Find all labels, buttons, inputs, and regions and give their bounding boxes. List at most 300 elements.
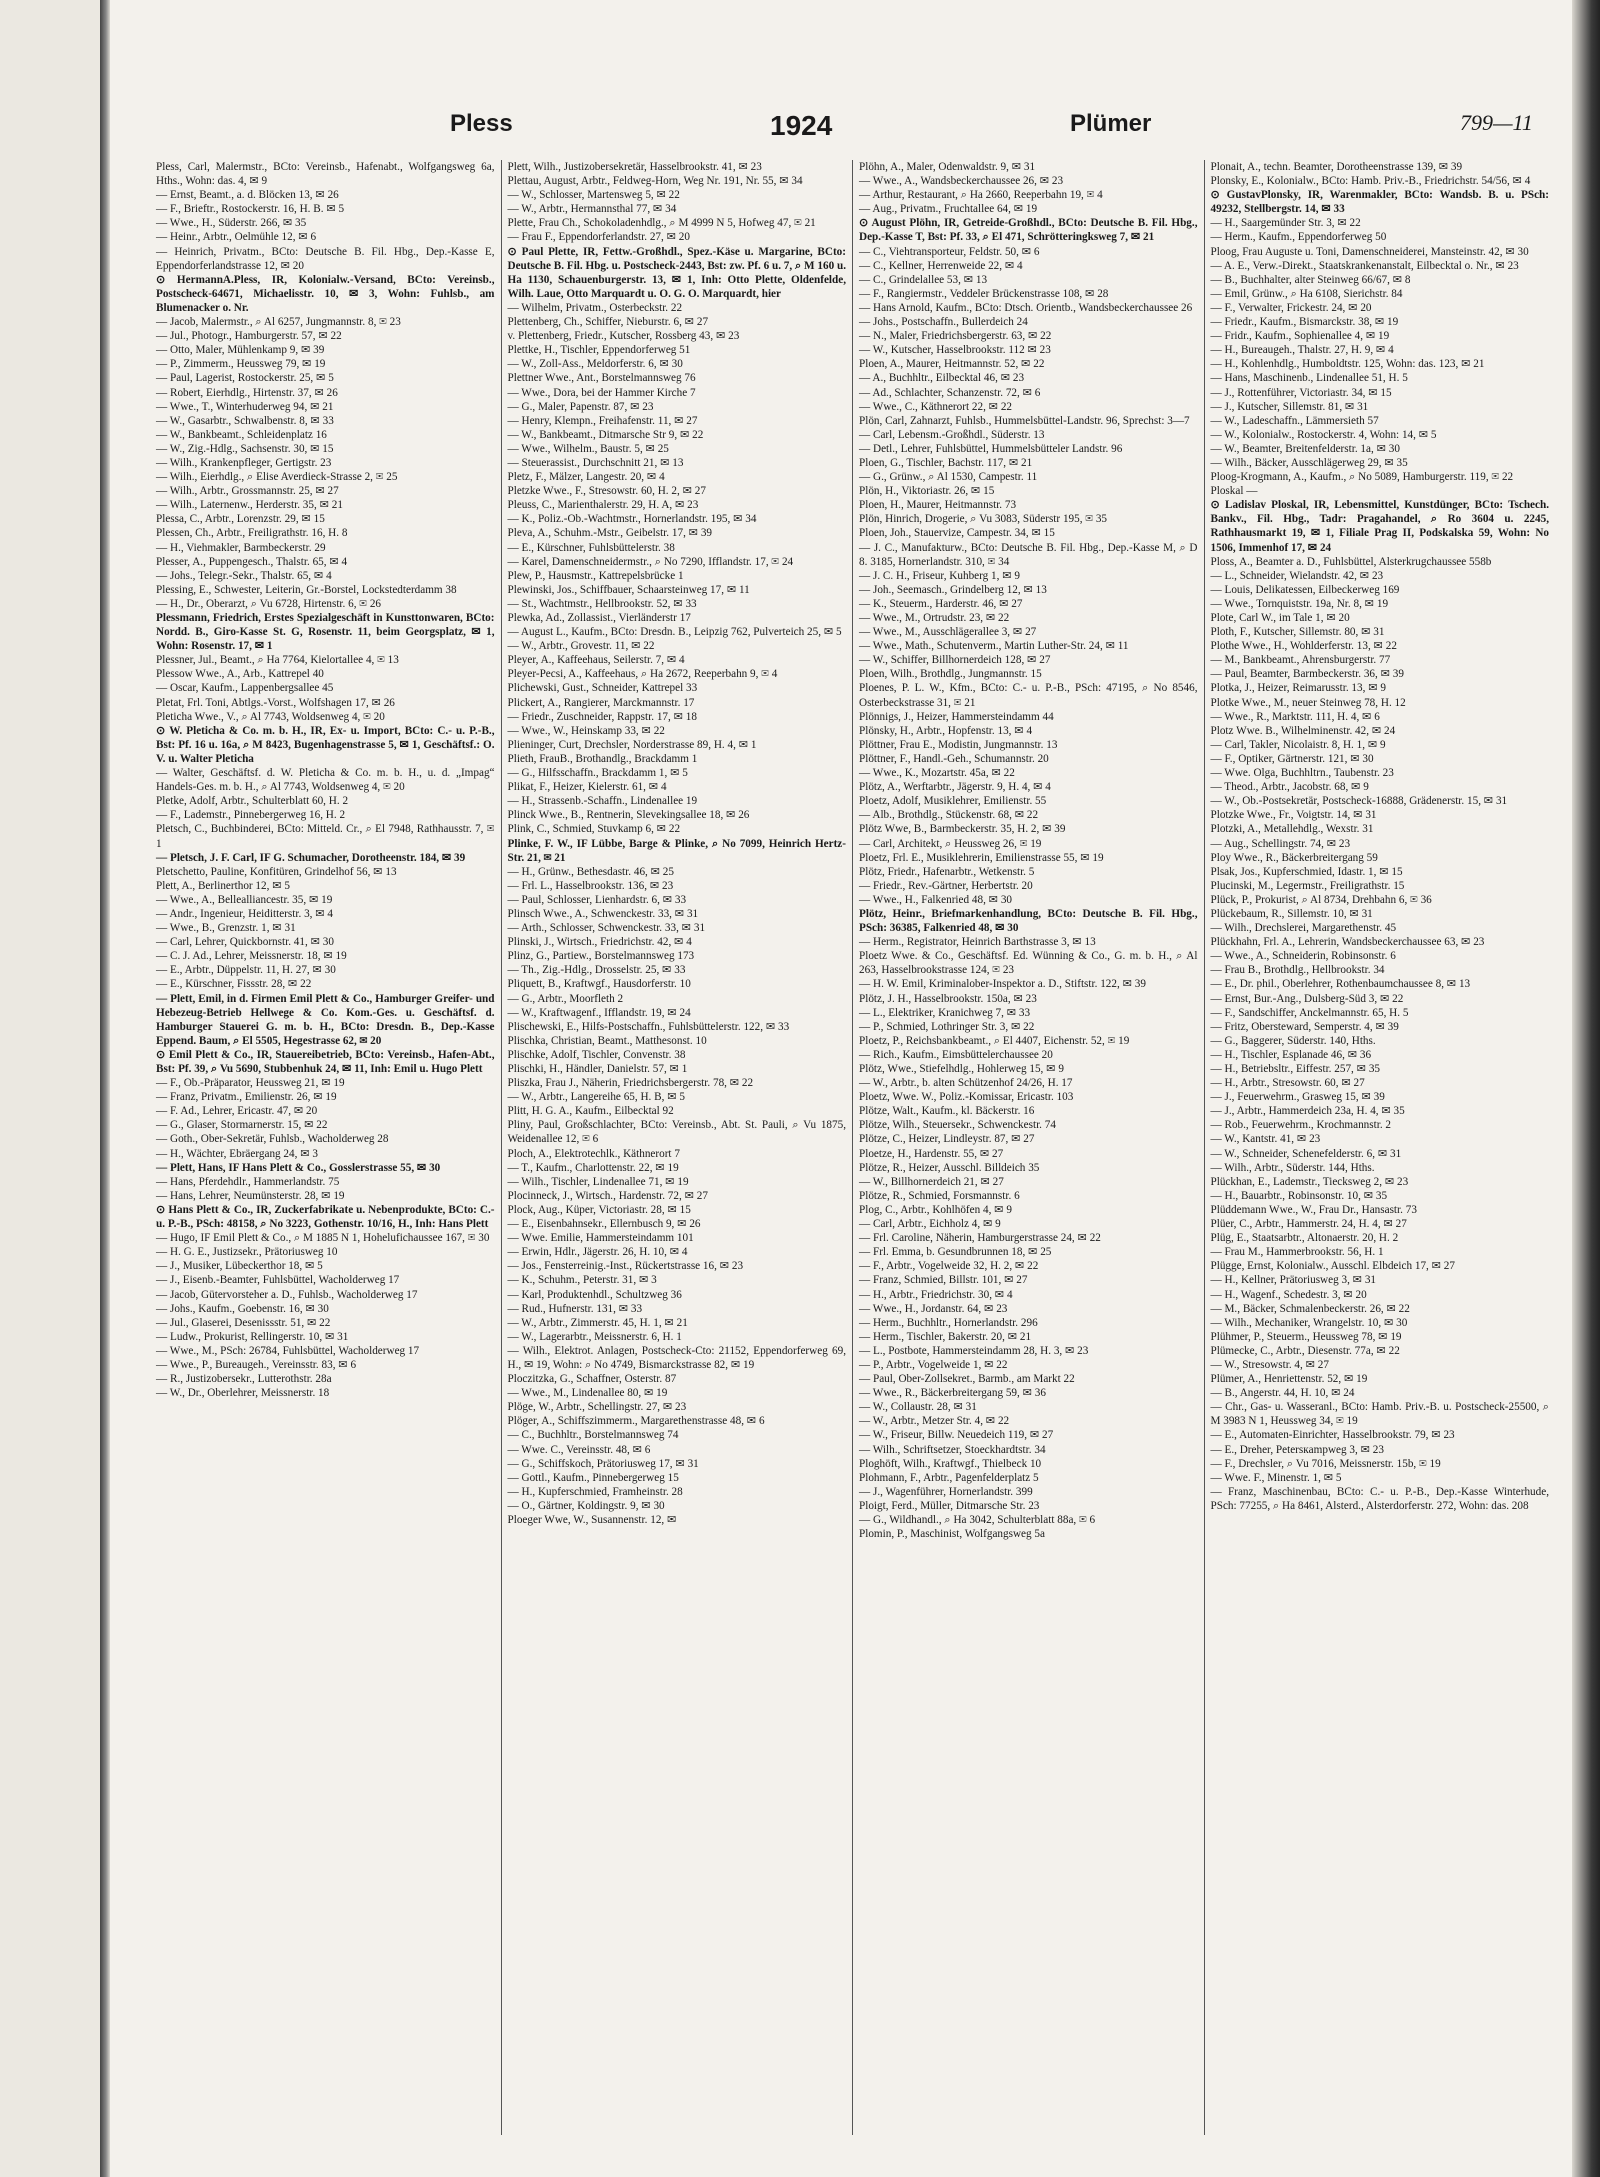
directory-entry: — Wwe., H., Jordanstr. 64, ✉ 23: [859, 1302, 1008, 1315]
directory-entry: Pleyer, A., Kaffeehaus, Seilerstr. 7, ✉ 4: [507, 654, 685, 667]
directory-entry: — Wilh., Schriftsetzer, Stoeckhardtstr. 34: [859, 1443, 1046, 1456]
directory-entry: Plümecke, C., Arbtr., Diesenstr. 77a, ✉ 22: [1210, 1344, 1400, 1357]
directory-entry: — Wilh., Laternenw., Herderstr. 35, ✉ 21: [156, 499, 343, 512]
directory-entry: Plinz, G., Partiew., Borstelmannsweg 173: [507, 950, 695, 963]
directory-entry: — E., Dreher, Petersкampweg 3, ✉ 23: [1210, 1443, 1384, 1456]
directory-entry: Pleva, A., Schuhm.-Mstr., Geibelstr. 17, ✉ 39: [507, 527, 713, 540]
directory-entry: — Ad., Schlachter, Schanzenstr. 72, ✉ 6: [859, 386, 1041, 399]
directory-entry: — J., Wagenführer, Hornerlandstr. 399: [859, 1485, 1033, 1498]
directory-entry: ⊙ Emil Plett & Co., IR, Stauereibetrieb, BCto: Vereinsb., Hafen-Abt., Bst: Pf. 39, ⌕ Vu 5690, Stubbenhuk 24, ✉ 11, Inh: Emil u. Hugo Plett: [156, 1048, 495, 1075]
directory-entry: Plessing, E., Schwester, Leiterin, Gr.-Borstel, Lockstedterdamm 38: [156, 583, 457, 596]
directory-entry: Plück, P., Prokurist, ⌕ Al 8734, Drehbahn 6, ✉ 36: [1210, 893, 1432, 906]
directory-entry: — A., Buchhltr., Eilbecktal 46, ✉ 23: [859, 372, 1025, 385]
directory-entry: — Arth., Schlosser, Schwenckestr. 33, ✉ 31: [507, 922, 706, 935]
directory-entry: Plohmann, F., Arbtr., Pagenfelderplatz 5: [859, 1471, 1039, 1484]
directory-entry: — Wilh., Eierhdlg., ⌕ Elise Averdieck-Strasse 2, ✉ 25: [156, 471, 398, 484]
directory-entry: — W., Lagerarbtr., Meissnerstr. 6, H. 1: [507, 1330, 682, 1343]
directory-entry: — Oscar, Kaufm., Lappenbergsallee 45: [156, 682, 334, 695]
directory-entry: — Johs., Telegr.-Sekr., Thalstr. 65, ✉ 4: [156, 569, 332, 582]
directory-entry: Plinsch Wwe., A., Schwenckestr. 33, ✉ 31: [507, 907, 699, 920]
directory-entry: — F., Optiker, Gärtnerstr. 121, ✉ 30: [1210, 752, 1374, 765]
directory-entry: — Wwe., M., PSch: 26784, Fuhlsbüttel, Wacholderweg 17: [156, 1344, 420, 1357]
directory-entry: — J., Kutscher, Sillemstr. 81, ✉ 31: [1210, 400, 1369, 413]
directory-entry: — H., Viehmakler, Barmbeckerstr. 29: [156, 541, 326, 554]
directory-entry: Pleyer-Pecsi, A., Kaffeehaus, ⌕ Ha 2672, Reeperbahn 9, ✉ 4: [507, 668, 778, 681]
directory-entry: — A. E., Verw.-Direkt., Staatskrankenanstalt, Eilbecktal o. Nr., ✉ 23: [1210, 259, 1519, 272]
directory-entry: — F., Brieftr., Rostockerstr. 16, H. B. ✉ 5: [156, 203, 345, 216]
directory-entry: — K., Schuhm., Peterstr. 31, ✉ 3: [507, 1274, 657, 1287]
directory-entry: — W., Arbtr., b. alten Schützenhof 24/26, H. 17: [859, 1077, 1073, 1090]
directory-entry: — W., Arbtr., Hermannsthal 77, ✉ 34: [507, 203, 677, 216]
directory-entry: — Wilh., Bäcker, Ausschlägerweg 29, ✉ 35: [1210, 456, 1408, 469]
directory-entry: Ploetze, H., Hardenstr. 55, ✉ 27: [859, 1147, 1004, 1160]
directory-entry: Ploskal —: [1210, 485, 1258, 498]
directory-entry: Plinski, J., Wirtsch., Friedrichstr. 42, ✉ 4: [507, 936, 692, 949]
directory-entry: Plonsky, E., Kolonialw., BCto: Hamb. Priv.-B., Friedrichstr. 54/56, ✉ 4: [1210, 175, 1531, 188]
directory-entry: — G., Baggerer, Süderstr. 140, Hths.: [1210, 1034, 1376, 1047]
directory-entry: Pletke, Adolf, Arbtr., Schulterblatt 60, H. 2: [156, 795, 349, 808]
directory-entry: Plett, Wilh., Justizobersekretär, Hasselbrookstr. 41, ✉ 23: [507, 161, 762, 173]
directory-entry: — Aug., Privatm., Fruchtallee 64, ✉ 19: [859, 203, 1038, 216]
directory-entry: — R., Justizobersekr., Lutterothstr. 28a: [156, 1373, 332, 1386]
directory-entry: Plinke, F. W., IF Lübbe, Barge & Plinke, ⌕ No 7099, Heinrich Hertz-Str. 21, ✉ 21: [507, 837, 846, 864]
directory-entry: Plümer, A., Henriettenstr. 52, ✉ 19: [1210, 1373, 1368, 1386]
directory-entry: — E., Kürschner, Fuhlsbüttelerstr. 38: [507, 541, 675, 554]
directory-entry: — Fritz, Obersteward, Semperstr. 4, ✉ 39: [1210, 1020, 1399, 1033]
directory-entry: Plönsky, H., Arbtr., Hopfenstr. 13, ✉ 4: [859, 724, 1033, 737]
directory-entry: Ploen, H., Maurer, Heitmannstr. 73: [859, 499, 1017, 512]
directory-entry: Plessner, Jul., Beamt., ⌕ Ha 7764, Kielortallee 4, ✉ 13: [156, 654, 399, 667]
directory-entry: — L., Postbote, Hammersteindamm 28, H. 3, ✉ 23: [859, 1344, 1089, 1357]
directory-entry: Pleuss, C., Marienthalerstr. 29, H. A, ✉ 23: [507, 499, 699, 512]
directory-entry: — K., Poliz.-Ob.-Wachtmstr., Hornerlandstr. 195, ✉ 34: [507, 513, 757, 526]
directory-entry: — G., Maler, Papenstr. 87, ✉ 23: [507, 400, 654, 413]
directory-entry: Plucinski, M., Legermstr., Freiligrathstr. 15: [1210, 879, 1405, 892]
directory-entry: — H., Dr., Oberarzt, ⌕ Vu 6728, Hirtenstr. 6, ✉ 26: [156, 597, 382, 610]
directory-entry: Plessmann, Friedrich, Erstes Spezialgeschäft in Kunsttonwaren, BCto: Nordd. B., Giro-Kasse St. G, Rosenstr. 11, beim Georgsplatz, ✉ 1, Wohn: Rosenstr. 17, ✉ 1: [156, 612, 495, 653]
directory-entry: — Wwe., H., Falkenried 48, ✉ 30: [859, 893, 1013, 906]
directory-entry: — G., Wildhandl., ⌕ Ha 3042, Schulterblatt 88a, ✉ 6: [859, 1514, 1096, 1526]
directory-entry: — Heinr., Arbtr., Oelmühle 12, ✉ 6: [156, 231, 317, 244]
directory-entry: — H., Bureaugeh., Thalstr. 27, H. 9, ✉ 4: [1210, 344, 1394, 357]
directory-entry: — Plett, Emil, in d. Firmen Emil Plett & Co., Hamburger Greifer- und Hebezeug-Betrieb Hellwege & Co. Kom.-Ges. u. Geschäftsf. d. Hamburger Stauerei G. m. b. H., BCto: Dresdn. B., Dep.-Kasse Eppend. Baum, ⌕ El 5505, Hegestrasse 62, ✉ 20: [156, 992, 495, 1047]
directory-entry: — P., Arbtr., Vogelweide 1, ✉ 22: [859, 1358, 1008, 1371]
directory-entry: — Friedr., Kaufm., Bismarckstr. 38, ✉ 19: [1210, 316, 1399, 329]
directory-entry: — Frau F., Eppendorferlandstr. 27, ✉ 20: [507, 231, 690, 244]
directory-entry: — F., Lademstr., Pinnebergerweg 16, H. 2: [156, 809, 346, 822]
directory-entry: — Walter, Geschäftsf. d. W. Pleticha & Co. m. b. H., u. d. „Impag“ Handels-Ges. m. b. H., ⌕ Al 7743, Woldsenweg 4, ✉ 20: [156, 767, 495, 794]
directory-entry: — Otto, Maler, Mühlenkamp 9, ✉ 39: [156, 344, 325, 357]
directory-entry: Ploetz Wwe. & Co., Geschäftsf. Ed. Wünning & Co., G. m. b. H., ⌕ Al 263, Hasselbrookstrasse 124, ✉ 23: [859, 950, 1198, 977]
directory-entry: Pletsch, C., Buchbinderei, BCto: Mitteld. Cr., ⌕ El 7948, Rathhausstr. 7, ✉ 1: [156, 823, 495, 850]
directory-entry: — H., Wagenf., Schedestr. 3, ✉ 20: [1210, 1288, 1367, 1301]
directory-entry: — P., Schmied, Lothringer Str. 3, ✉ 22: [859, 1020, 1035, 1033]
directory-entry: — Wwe., Math., Schutenverm., Martin Luther-Str. 24, ✉ 11: [859, 640, 1129, 653]
directory-entry: — W., Ladeschaffn., Lämmersieth 57: [1210, 414, 1379, 427]
directory-entry: — W., Stresowstr. 4, ✉ 27: [1210, 1358, 1329, 1371]
directory-entry: — Frau M., Hammerbrookstr. 56, H. 1: [1210, 1246, 1384, 1259]
directory-entry: — Wilh., Arbtr., Süderstr. 144, Hths.: [1210, 1161, 1375, 1174]
directory-entry: Plötze, R., Heizer, Ausschl. Billdeich 35: [859, 1161, 1040, 1174]
directory-entry: Plückhan, E., Lademstr., Tiecksweg 2, ✉ 23: [1210, 1175, 1409, 1188]
directory-entry: — Henry, Klempn., Freihafenstr. 11, ✉ 27: [507, 414, 698, 427]
directory-entry: — W., Zoll-Ass., Meldorferstr. 6, ✉ 30: [507, 358, 683, 371]
directory-entry: — W., Schneider, Schenefelderstr. 6, ✉ 31: [1210, 1147, 1402, 1160]
directory-entry: — F., Arbtr., Vogelweide 32, H. 2, ✉ 22: [859, 1260, 1039, 1273]
directory-entry: — Wwe. Olga, Buchhltrn., Taubenstr. 23: [1210, 767, 1394, 780]
directory-entry: Pletz, F., Mälzer, Langestr. 20, ✉ 4: [507, 471, 665, 484]
directory-entry: — Jos., Fensterreinig.-Inst., Rückertstrasse 16, ✉ 23: [507, 1260, 744, 1273]
directory-entry: — Ernst, Bur.-Ang., Dulsberg-Süd 3, ✉ 22: [1210, 992, 1404, 1005]
directory-entry: — Franz, Schmied, Billstr. 101, ✉ 27: [859, 1274, 1028, 1287]
directory-entry: — Carl, Takler, Nicolaistr. 8, H. 1, ✉ 9: [1210, 738, 1386, 751]
directory-entry: — J. C., Manufakturw., BCto: Deutsche B. Fil. Hbg., Dep.-Kasse M, ⌕ D 8. 3185, Hornerlandstr. 310, ✉ 34: [859, 541, 1198, 568]
directory-entry: — Wwe., R., Marktstr. 111, H. 4, ✉ 6: [1210, 710, 1380, 723]
directory-entry: — Gottl., Kaufm., Pinnebergerweg 15: [507, 1471, 679, 1484]
directory-entry: Plieninger, Curt, Drechsler, Norderstrasse 89, H. 4, ✉ 1: [507, 738, 757, 751]
directory-entry: Plotz Wwe. B., Wilhelminenstr. 42, ✉ 24: [1210, 724, 1396, 737]
directory-entry: Plötze, Wilh., Steuersekr., Schwenckestr. 74: [859, 1119, 1056, 1132]
directory-entry: — H., Strassenb.-Schaffn., Lindenallee 19: [507, 795, 698, 808]
directory-entry: — Ernst, Beamt., a. d. Blöcken 13, ✉ 26: [156, 189, 339, 202]
directory-entry: Plieth, FrauB., Brothandlg., Brackdamm 1: [507, 752, 698, 765]
directory-entry: — Wilh., Arbtr., Grossmannstr. 25, ✉ 27: [156, 485, 339, 498]
directory-entry: — H., Arbtr., Friedrichstr. 30, ✉ 4: [859, 1288, 1013, 1301]
directory-entry: Plötz, J. H., Hasselbrookstr. 150a, ✉ 23: [859, 992, 1037, 1005]
directory-entry: Plötze, Walt., Kaufm., kl. Bäckerstr. 16: [859, 1105, 1035, 1118]
directory-entry: Ploen, G., Tischler, Bachstr. 117, ✉ 21: [859, 456, 1033, 469]
directory-entry: ⊙ HermannA.Pless, IR, Kolonialw.-Versand, BCto: Vereinsb., Postscheck-64671, Michaelisstr. 10, ✉ 3, Wohn: Fuhlsb., am Blumenacker o. Nr.: [156, 273, 495, 314]
directory-entry: Plöger, A., Schiffszimmerm., Margarethenstrasse 48, ✉ 6: [507, 1415, 765, 1428]
directory-entry: Plötz Wwe, B., Barmbeckerstr. 35, H. 2, ✉ 39: [859, 823, 1066, 836]
directory-entry: — E., Automaten-Einrichter, Hasselbrookstr. 79, ✉ 23: [1210, 1429, 1455, 1442]
directory-entry: — Wilh., Krankenpfleger, Gertigstr. 23: [156, 456, 332, 469]
directory-entry: — August L., Kaufm., BCto: Dresdn. B., Leipzig 762, Pulverteich 25, ✉ 5: [507, 626, 842, 639]
directory-entry: — Jul., Glaserei, Desenissstr. 51, ✉ 22: [156, 1316, 331, 1329]
directory-entry: — O., Gärtner, Koldingstr. 9, ✉ 30: [507, 1499, 665, 1512]
directory-entry: Plückebaum, R., Sillemstr. 10, ✉ 31: [1210, 907, 1373, 920]
directory-entry: Ploth, F., Kutscher, Sillemstr. 80, ✉ 31: [1210, 626, 1385, 639]
directory-entry: — Franz, Privatm., Emilienstr. 26, ✉ 19: [156, 1091, 337, 1104]
directory-entry: — Paul, Schlosser, Lienhardstr. 6, ✉ 33: [507, 893, 687, 906]
directory-entry: Pliny, Paul, Großschlachter, BCto: Vereinsb., Abt. St. Pauli, ⌕ Vu 1875, Weidenallee 12, ✉ 6: [507, 1119, 846, 1146]
directory-entry: — C. J. Ad., Lehrer, Meissnerstr. 18, ✉ 19: [156, 950, 347, 963]
directory-entry: — Friedr., Rev.-Gärtner, Herbertstr. 20: [859, 879, 1033, 892]
directory-entry: — Carl, Lehrer, Quickbornstr. 41, ✉ 30: [156, 936, 334, 949]
directory-entry: — Herm., Kaufm., Eppendorferweg 50: [1210, 231, 1387, 244]
directory-entry: — B., Buchhalter, alter Steinweg 66/67, ✉ 8: [1210, 273, 1411, 286]
directory-entry: Plichewski, Gust., Schneider, Kattrepel 33: [507, 682, 698, 695]
directory-entry: Plessen, Ch., Arbtr., Freiligrathstr. 16, H. 8: [156, 527, 348, 540]
directory-entry: — C., Buchhltr., Borstelmannsweg 74: [507, 1429, 679, 1442]
directory-entry: Plessa, C., Arbtr., Lorenzstr. 29, ✉ 15: [156, 513, 325, 526]
directory-entry: — Paul, Beamter, Barmbeckerstr. 36, ✉ 39: [1210, 668, 1404, 681]
directory-entry: — H., Kellner, Prätoriusweg 3, ✉ 31: [1210, 1274, 1377, 1287]
directory-entry: Plöge, W., Arbtr., Schellingstr. 27, ✉ 23: [507, 1401, 687, 1414]
directory-entry: Plötz, Wwe., Stiefelhdlg., Hohlerweg 15, ✉ 9: [859, 1063, 1064, 1075]
directory-entry: — W., Bankbeamt., Ditmarsche Str 9, ✉ 22: [507, 428, 704, 441]
directory-entry: — W., Dr., Oberlehrer, Meissnerstr. 18: [156, 1387, 330, 1400]
directory-entry: — Herm., Buchhltr., Hornerlandstr. 296: [859, 1316, 1038, 1329]
directory-entry: Plewinski, Jos., Schiffbauer, Schaarsteinweg 17, ✉ 11: [507, 583, 750, 596]
directory-entry: — M., Bäcker, Schmalenbeckerstr. 26, ✉ 22: [1210, 1302, 1410, 1315]
directory-entry: — Wilhelm, Privatm., Osterbeckstr. 22: [507, 301, 683, 314]
directory-entry: — Friedr., Zuschneider, Rappstr. 17, ✉ 18: [507, 710, 697, 723]
directory-entry: — N., Maler, Friedrichsbergerstr. 63, ✉ 22: [859, 330, 1052, 343]
directory-entry: ⊙ W. Pleticha & Co. m. b. H., IR, Ex- u. Import, BCto: C.- u. P.-B., Bst: Pf. 16 u. 16a, ⌕ M 8423, Bugenhagenstrasse 5, ✉ 1, Geschäftsf.: O. V. u. Walter Pleticha: [156, 724, 495, 765]
directory-entry: v. Plettenberg, Friedr., Kutscher, Rossberg 43, ✉ 23: [507, 330, 740, 343]
directory-entry: — W., Gasarbtr., Schwalbenstr. 8, ✉ 33: [156, 414, 334, 427]
directory-entry: — Theod., Arbtr., Jacobstr. 68, ✉ 9: [1210, 781, 1369, 794]
directory-entry: Ploeger Wwe, W., Susannenstr. 12, ✉: [507, 1514, 677, 1526]
directory-entry: Ploch, A., Elektrotechlk., Käthnerort 7: [507, 1147, 680, 1160]
directory-entry: — Johs., Kaufm., Goebenstr. 16, ✉ 30: [156, 1302, 329, 1315]
directory-entry: — C., Viehtransporteur, Feldstr. 50, ✉ 6: [859, 245, 1040, 258]
directory-entry: Plötz, Heinr., Briefmarkenhandlung, BCto: Deutsche B. Fil. Hbg., PSch: 36385, Falkenried 48, ✉ 30: [859, 907, 1198, 935]
directory-entry: — Wwe., A., Bellealliancestr. 35, ✉ 19: [156, 893, 333, 906]
directory-entry: Plessow Wwe., A., Arb., Kattrepel 40: [156, 668, 324, 681]
directory-entry: — M., Bankbeamt., Ahrensburgerstr. 77: [1210, 654, 1391, 667]
directory-entry: Ploczitzka, G., Schaffner, Osterstr. 87: [507, 1373, 677, 1386]
directory-entry: Ploigt, Ferd., Müller, Ditmarsche Str. 23: [859, 1499, 1040, 1512]
directory-entry: Plüddemann Wwe., W., Frau Dr., Hansastr. 73: [1210, 1203, 1417, 1216]
directory-entry: — W., Schlosser, Martensweg 5, ✉ 22: [507, 189, 680, 202]
directory-entry: Plote, Carl W., im Tale 1, ✉ 20: [1210, 612, 1350, 624]
directory-entry: — E., Kürschner, Fissstr. 28, ✉ 22: [156, 978, 312, 991]
directory-entry: — Erwin, Hdlr., Jägerstr. 26, H. 10, ✉ 4: [507, 1246, 688, 1259]
directory-entry: — Joh., Seemasch., Grindelberg 12, ✉ 13: [859, 583, 1047, 596]
directory-entry: — F., Ob.-Präparator, Heussweg 21, ✉ 19: [156, 1077, 345, 1090]
directory-entry: — C., Grindelallee 53, ✉ 13: [859, 273, 988, 286]
directory-entry: — Carl, Arbtr., Eichholz 4, ✉ 9: [859, 1218, 1001, 1231]
directory-entry: — Jul., Photogr., Hamburgerstr. 57, ✉ 22: [156, 330, 342, 343]
directory-entry: — H. G. E., Justizsekr., Prätoriusweg 10: [156, 1246, 338, 1259]
page-edge-shadow: [1572, 0, 1600, 2177]
directory-entry: — Steuerassist., Durchschnitt 21, ✉ 13: [507, 456, 684, 469]
directory-entry: — Wwe., C., Käthnerort 22, ✉ 22: [859, 400, 1013, 413]
directory-entry: Plüg, E., Staatsarbtr., Altonaerstr. 20, H. 2: [1210, 1232, 1399, 1245]
adjacent-page-strip: [0, 0, 100, 2177]
directory-entry: Plötz, Friedr., Hafenarbtr., Wetkenstr. 5: [859, 865, 1035, 878]
directory-entry: Plitt, H. G. A., Kaufm., Eilbecktal 92: [507, 1105, 674, 1118]
directory-entry: — Th., Zig.-Hdlg., Drosselstr. 25, ✉ 33: [507, 964, 686, 977]
header-left-keyword: Pless: [450, 110, 513, 137]
directory-entry: — W., Friseur, Billw. Neuedeich 119, ✉ 27: [859, 1429, 1054, 1442]
directory-entry: Pleticha Wwe., V., ⌕ Al 7743, Woldsenweg 4, ✉ 20: [156, 710, 385, 723]
header-year: 1924: [770, 110, 833, 141]
directory-entry: Plikat, F., Heizer, Kielerstr. 61, ✉ 4: [507, 781, 667, 794]
directory-entry: — Louis, Delikatessen, Eilbeckerweg 169: [1210, 583, 1400, 596]
directory-entry: — Wwe., K., Mozartstr. 45a, ✉ 22: [859, 767, 1015, 780]
directory-entry: Plonait, A., techn. Beamter, Dorotheenstrasse 139, ✉ 39: [1210, 161, 1463, 173]
column-3: [853, 160, 1205, 2135]
directory-entry: — Ludw., Prokurist, Rellingerstr. 10, ✉ 31: [156, 1330, 349, 1343]
directory-entry: — W., Schiffer, Billhornerdeich 128, ✉ 27: [859, 654, 1051, 667]
directory-entry: — J., Rottenführer, Victoriastr. 34, ✉ 15: [1210, 386, 1392, 399]
directory-entry: Plotke Wwe., M., neuer Steinweg 78, H. 12: [1210, 696, 1406, 709]
directory-entry: — Paul, Ober-Zollsekret., Barmb., am Markt 22: [859, 1373, 1075, 1386]
directory-entry: — G., Arbtr., Moorfleth 2: [507, 992, 624, 1005]
directory-entry: Ploss, A., Beamter a. D., Fuhlsbüttel, Alsterkrugchaussee 558b: [1210, 555, 1492, 568]
directory-entry: Plönnigs, J., Heizer, Hammersteindamm 44: [859, 710, 1054, 723]
directory-entry: — E., Dr. phil., Oberlehrer, Rothenbaumchaussee 8, ✉ 13: [1210, 978, 1471, 991]
directory-entry: — Carl, Architekt, ⌕ Heussweg 26, ✉ 19: [859, 837, 1042, 850]
directory-entry: — Wwe., M., Lindenallee 80, ✉ 19: [507, 1387, 668, 1400]
directory-entry: — J., Musiker, Lübeckerthor 18, ✉ 5: [156, 1260, 323, 1273]
directory-entry: Plesser, A., Puppengesch., Thalstr. 65, ✉ 4: [156, 555, 348, 568]
directory-entry: — W., Kantstr. 41, ✉ 23: [1210, 1133, 1321, 1146]
directory-entry: — W., Arbtr., Metzer Str. 4, ✉ 22: [859, 1415, 1010, 1428]
directory-entry: — L., Elektriker, Kranichweg 7, ✉ 33: [859, 1006, 1031, 1019]
directory-entry: Pletzke Wwe., F., Stresowstr. 60, H. 2, ✉ 27: [507, 485, 706, 498]
directory-entry: — Frl. Caroline, Näherin, Hamburgerstrasse 24, ✉ 22: [859, 1232, 1101, 1245]
directory-entry: Pliquett, B., Kraftwgf., Hausdorferstr. 10: [507, 978, 691, 991]
directory-entry: Pletat, Frl. Toni, Abtlgs.-Vorst., Wolfshagen 17, ✉ 26: [156, 696, 395, 709]
directory-entry: ⊙ August Plöhn, IR, Getreide-Großhdl., BCto: Deutsche B. Fil. Hbg., Dep.-Kasse T, Bst: Pf. 33, ⌕ El 471, Schrötteringksweg 7, ✉ 21: [859, 217, 1198, 244]
directory-entry: Ploen, Wilh., Brothdlg., Jungmannstr. 15: [859, 668, 1042, 681]
directory-page: [150, 100, 1555, 2140]
directory-entry: — Wilh., Elektrot. Anlagen, Postscheck-Cto: 21152, Eppendorferweg 69, H., ✉ 19, Wohn: ⌕ No 4749, Bismarckstrasse 82, ✉ 19: [507, 1344, 846, 1371]
directory-entry: Plettau, August, Arbtr., Feldweg-Horn, Weg Nr. 191, Nr. 55, ✉ 34: [507, 175, 803, 188]
directory-entry: — W., Ob.-Postsekretär, Postscheck-16888, Grädenerstr. 15, ✉ 31: [1210, 795, 1508, 808]
directory-entry: Plotzke Wwe., Fr., Voigtstr. 14, ✉ 31: [1210, 809, 1377, 822]
directory-entry: — Wwe., A., Schneiderin, Robinsonstr. 6: [1210, 950, 1396, 963]
directory-entry: Plischka, Christian, Beamt., Matthesonst. 10: [507, 1034, 707, 1047]
directory-entry: — W., Kutscher, Hasselbrookstr. 112 ✉ 23: [859, 344, 1051, 357]
directory-entry: Plischewski, E., Hilfs-Postschaffn., Fuhlsbüttelerstr. 122, ✉ 33: [507, 1020, 790, 1033]
directory-entry: Plötze, C., Heizer, Lindleystr. 87, ✉ 27: [859, 1133, 1035, 1146]
directory-entry: — Rob., Feuerwehrm., Krochmannstr. 2: [1210, 1119, 1392, 1132]
directory-entry: — H., Tischler, Esplanade 46, ✉ 36: [1210, 1048, 1372, 1061]
directory-entry: — Wilh., Drechslerei, Margarethenstr. 45: [1210, 922, 1397, 935]
directory-entry: Plettenberg, Ch., Schiffer, Nieburstr. 6, ✉ 27: [507, 316, 709, 329]
directory-entry: Ploghöft, Wilh., Kraftwgf., Thielbeck 10: [859, 1457, 1042, 1470]
directory-entry: Plock, Aug., Küper, Victoriastr. 28, ✉ 15: [507, 1203, 691, 1216]
directory-entry: Plötz, A., Werftarbtr., Jägerstr. 9, H. 4, ✉ 4: [859, 781, 1051, 794]
directory-entry: — H. W. Emil, Kriminalober-Inspektor a. D., Stiftstr. 122, ✉ 39: [859, 978, 1146, 991]
directory-entry: Plöttner, F., Handl.-Geh., Schumannstr. 20: [859, 752, 1049, 765]
column-2: [502, 160, 854, 2135]
page-number: 799—11: [1460, 110, 1533, 135]
directory-entry: — T., Kaufm., Charlottenstr. 22, ✉ 19: [507, 1161, 679, 1174]
directory-entry: — Frl. Emma, b. Gesundbrunnen 18, ✉ 25: [859, 1246, 1052, 1259]
directory-entry: — Chr., Gas- u. Wasseranl., BCto: Hamb. Priv.-B. u. Postscheck-25500, ⌕ M 3983 N 1, Heussweg 34, ✉ 19: [1210, 1401, 1549, 1428]
directory-entry: — Rich., Kaufm., Eimsbüttelerchaussee 20: [859, 1048, 1053, 1061]
directory-entry: Plotka, J., Heizer, Reimarusstr. 13, ✉ 9: [1210, 682, 1386, 695]
directory-entry: — H., Bauarbtr., Robinsonstr. 10, ✉ 35: [1210, 1189, 1388, 1202]
directory-entry: Ploog, Frau Auguste u. Toni, Damenschneiderei, Mansteinstr. 42, ✉ 30: [1210, 245, 1529, 258]
directory-entry: Plön, Hinrich, Drogerie, ⌕ Vu 3083, Süderstr 195, ✉ 35: [859, 513, 1108, 526]
directory-entry: — Hugo, IF Emil Plett & Co., ⌕ M 1885 N 1, Hohelufichaussee 167, ✉ 30: [156, 1232, 490, 1245]
directory-entry: — Jacob, Malermstr., ⌕ Al 6257, Jungmannstr. 8, ✉ 23: [156, 316, 401, 329]
directory-entry: — Wwe., H., Süderstr. 266, ✉ 35: [156, 217, 307, 230]
directory-entry: — Wwe., Dora, bei der Hammer Kirche 7: [507, 386, 696, 399]
directory-entry: Ploenes, P. L. W., Kfm., BCto: C.- u. P.-B., PSch: 47195, ⌕ No 8546, Osterbeckstrasse 31, ✉ 21: [859, 682, 1198, 709]
directory-entry: — J. C. H., Friseur, Kuhberg 1, ✉ 9: [859, 569, 1020, 582]
directory-entry: — F., Sandschiffer, Anckelmannstr. 65, H. 5: [1210, 1006, 1409, 1019]
directory-entry: Plew, P., Hausmstr., Kattrepelsbrücke 1: [507, 569, 684, 582]
directory-entry: — Wwe., A., Wandsbeckerchaussee 26, ✉ 23: [859, 175, 1064, 188]
directory-entry: ⊙ Hans Plett & Co., IR, Zuckerfabrikate u. Nebenprodukte, BCto: C.- u. P.-B., PSch: 48158, ⌕ No 3223, Gothenstr. 10/16, H., Inh: Hans Plett: [156, 1203, 495, 1231]
directory-entry: — Karel, Damenschneidermstr., ⌕ No 7290, Ifflandstr. 17, ✉ 24: [507, 555, 794, 568]
directory-entry: Ploetz, Adolf, Musiklehrer, Emilienstr. 55: [859, 795, 1047, 808]
directory-entry: — Wwe. C., Vereinsstr. 48, ✉ 6: [507, 1443, 651, 1456]
directory-entry: — Hans, Lehrer, Neumünsterstr. 28, ✉ 19: [156, 1189, 345, 1202]
directory-entry: — W., Zig.-Hdlg., Sachsenstr. 30, ✉ 15: [156, 442, 334, 455]
directory-entry: Plette, Frau Ch., Schokoladenhdlg., ⌕ M 4999 N 5, Hofweg 47, ✉ 21: [507, 217, 816, 230]
directory-entry: ⊙ Ladislav Ploskal, IR, Lebensmittel, Kunstdünger, BCto: Tschech. Bankv., Fil. Hbg., Tadr: Pragahandel, ⌕ Ro 3604 u. 2245, Rathhausmarkt 19, ✉ 1, Filiale Prag II, Podskalska 59, Wohn: No 1506, Immenhof 17, ✉ 24: [1210, 499, 1549, 554]
directory-entry: — Hans Arnold, Kaufm., BCto: Dtsch. Orientb., Wandsbeckerchaussee 26: [859, 301, 1193, 314]
directory-entry: Plotzki, A., Metallehdlg., Wexstr. 31: [1210, 823, 1374, 836]
directory-entry: — H., Arbtr., Stresowstr. 60, ✉ 27: [1210, 1077, 1365, 1090]
directory-entry: — Wwe., M., Ausschlägerallee 3, ✉ 27: [859, 626, 1037, 639]
directory-entry: — Hans, Maschinenb., Lindenallee 51, H. 5: [1210, 372, 1408, 385]
directory-entry: Plückhahn, Frl. A., Lehrerin, Wandsbeckerchaussee 63, ✉ 23: [1210, 936, 1485, 949]
directory-entry: — Detl., Lehrer, Fuhlsbüttel, Hummelsbütteler Landstr. 96: [859, 442, 1123, 455]
column-4: [1205, 160, 1556, 2135]
directory-entry: Plettner Wwe., Ant., Borstelmannsweg 76: [507, 372, 696, 385]
directory-entry: Plett, A., Berlinerthor 12, ✉ 5: [156, 879, 290, 892]
directory-entry: ⊙ Paul Plette, IR, Fettw.-Großhdl., Spez.-Käse u. Margarine, BCto: Deutsche B. Fil. Hbg. u. Postscheck-2443, Bst: zw. Pf. 6 u. 7, ⌕ M 160 u. Ha 1130, Schauenburgerstr. 13, ✉ 1, Inh: Otto Plette, Oldenfelde, Wilh. Laue, Otto Marquardt u. O. G. O. Marquardt, hier: [507, 245, 846, 300]
directory-entry: — W., Kraftwagenf., Ifflandstr. 19, ✉ 24: [507, 1006, 691, 1019]
directory-entry: — W., Arbtr., Grovestr. 11, ✉ 22: [507, 640, 655, 653]
directory-entry: — Alb., Brothdlg., Stückenstr. 68, ✉ 22: [859, 809, 1039, 822]
directory-entry: Plöttner, Frau E., Modistin, Jungmannstr. 13: [859, 738, 1058, 751]
directory-entry: — Wwe., T., Winterhuderweg 94, ✉ 21: [156, 400, 334, 413]
header-right-keyword: Plümer: [1070, 110, 1152, 137]
directory-entry: — W., Arbtr., Zimmerstr. 45, H. 1, ✉ 21: [507, 1316, 688, 1329]
directory-entry: — Johs., Postschaffn., Bullerdeich 24: [859, 316, 1028, 329]
directory-entry: — F., Drechsler, ⌕ Vu 7016, Meissnerstr. 15b, ✉ 19: [1210, 1457, 1441, 1470]
directory-entry: Plewka, Ad., Zollassist., Vierländerstr 17: [507, 612, 691, 624]
directory-entry: — H., Kohlenhdlg., Humboldtstr. 125, Wohn: das. 123, ✉ 21: [1210, 358, 1485, 371]
directory-entry: Pless, Carl, Malermstr., BCto: Vereinsb., Hafenabt., Wolfgangsweg 6a, Hths., Wohn: das. 4, ✉ 9: [156, 161, 495, 188]
directory-entry: — G., Hilfsschaffn., Brackdamm 1, ✉ 5: [507, 767, 688, 780]
directory-entry: Ploen, Joh., Stauervize, Campestr. 34, ✉ 15: [859, 527, 1055, 540]
directory-entry: — Jacob, Gütervorsteher a. D., Fuhlsb., Wacholderweg 17: [156, 1288, 418, 1301]
directory-entry: — C., Kellner, Herrenweide 22, ✉ 4: [859, 259, 1023, 272]
directory-entry: Ploetz, P., Reichsbankbeamt., ⌕ El 4407, Eichenstr. 52, ✉ 19: [859, 1034, 1130, 1047]
directory-entry: — F., Verwalter, Frickestr. 24, ✉ 20: [1210, 301, 1372, 314]
directory-entry: — Fridr., Kaufm., Sophienallee 4, ✉ 19: [1210, 330, 1390, 343]
directory-entry: Plühmer, P., Steuerm., Heussweg 78, ✉ 19: [1210, 1330, 1402, 1343]
directory-entry: Ploog-Krogmann, A., Kaufm., ⌕ No 5089, Hamburgerstr. 119, ✉ 22: [1210, 471, 1514, 484]
directory-entry: — H., Betriebsltr., Eiffestr. 257, ✉ 35: [1210, 1063, 1381, 1075]
directory-entry: — Arthur, Restaurant, ⌕ Ha 2660, Reeperbahn 19, ✉ 4: [859, 189, 1103, 202]
directory-entry: — J., Arbtr., Hammerdeich 23a, H. 4, ✉ 35: [1210, 1105, 1405, 1118]
directory-entry: — Wwe. Emilie, Hammersteindamm 101: [507, 1232, 694, 1245]
directory-entry: — Paul, Lagerist, Rostockerstr. 25, ✉ 5: [156, 372, 334, 385]
directory-entry: — K., Steuerm., Harderstr. 46, ✉ 27: [859, 597, 1023, 610]
directory-entry: — Frl. L., Hasselbrookstr. 136, ✉ 23: [507, 879, 674, 892]
directory-entry: — W., Bankbeamt., Schleidenplatz 16: [156, 428, 327, 441]
directory-entry: — Andr., Ingenieur, Heiditterstr. 3, ✉ 4: [156, 907, 334, 920]
directory-entry: — Aug., Schellingstr. 74, ✉ 23: [1210, 837, 1351, 850]
column-1: [150, 160, 502, 2135]
directory-entry: — Wwe., B., Grenzstr. 1, ✉ 31: [156, 922, 296, 935]
directory-entry: Plog, C., Arbtr., Kohlhöfen 4, ✉ 9: [859, 1203, 1012, 1216]
directory-entry: Plischki, H., Händler, Danielstr. 57, ✉ 1: [507, 1063, 688, 1075]
directory-entry: Ploetz, Wwe. W., Poliz.-Komissar, Ericastr. 103: [859, 1091, 1074, 1104]
directory-columns: [150, 160, 1555, 2135]
directory-entry: — Wwe. F., Minenstr. 1, ✉ 5: [1210, 1471, 1342, 1484]
directory-entry: — H., Wächter, Ebräergang 24, ✉ 3: [156, 1147, 318, 1160]
directory-entry: — W., Collaustr. 28, ✉ 31: [859, 1401, 977, 1414]
directory-entry: — Wwe., R., Bäckerbreitergang 59, ✉ 36: [859, 1387, 1046, 1400]
directory-entry: Plocinneck, J., Wirtsch., Hardenstr. 72, ✉ 27: [507, 1189, 708, 1202]
directory-entry: — Robert, Eierhdlg., Hirtenstr. 37, ✉ 26: [156, 386, 338, 399]
directory-entry: ⊙ GustavPlonsky, IR, Warenmakler, BCto: Wandsb. B. u. PSch: 49232, Stellbergstr. 14, ✉ 33: [1210, 189, 1549, 216]
